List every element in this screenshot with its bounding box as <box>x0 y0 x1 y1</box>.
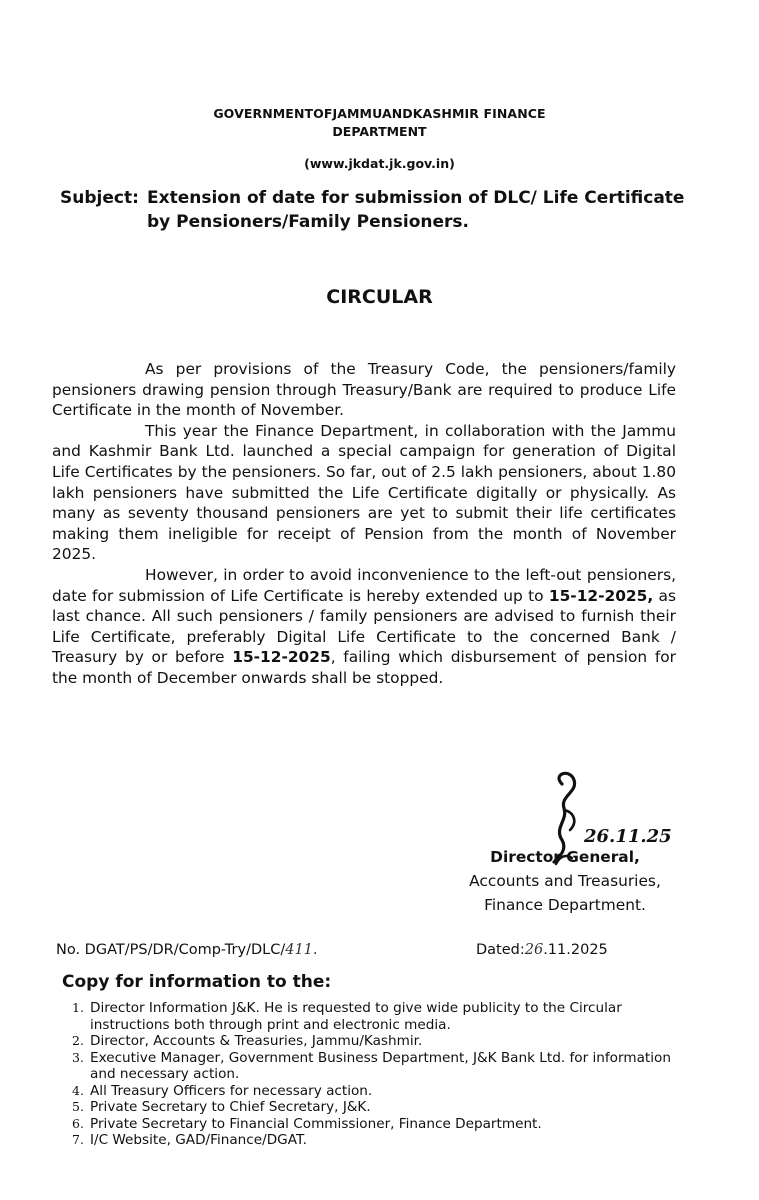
paragraph-3-part-a: However, in order to avoid inconvenience to the left-out pensioners, date for submission of Life Certificate is hereby extended up to <box>52 565 676 605</box>
list-item-number: 6. <box>72 1115 84 1131</box>
list-item <box>72 1050 682 1083</box>
list-item-number: 4. <box>72 1082 84 1098</box>
subject-line1: Extension of date for submission of DLC/ Life Certificate <box>147 188 685 208</box>
dated-label: Dated: <box>476 942 525 958</box>
signatory-line2: Accounts and Treasuries, <box>469 872 661 890</box>
paragraph-2: This year the Finance Department, in collaboration with the Jammu and Kashmir Bank Ltd. launched a special campaign for generation of Digital Life Certificates by the pensioners. So far, out of 2.5 lakh pensioners, about 1.80 lakh pensioners have submitted the Life Certificate digitally or physically. As many as seventy thousand pensioners are yet to submit their life certificates making them ineligible for receipt of Pension from the month of November 2025. <box>52 421 676 564</box>
list-item-number: 1. <box>72 1000 84 1015</box>
paragraph-3-part-c: , failing which disbursement of pension for the month of December onwards shall be stopped. <box>52 648 676 687</box>
circular-title: CIRCULAR <box>326 286 433 308</box>
signatory-block <box>440 845 690 917</box>
header-department-line2: DEPARTMENT <box>332 124 427 139</box>
reference-number-handwritten: 411. <box>285 942 318 958</box>
list-item-text: All Treasury Officers for necessary action. <box>90 1082 373 1099</box>
dated-field <box>476 942 608 958</box>
reference-number-prefix: No. DGAT/PS/DR/Comp-Try/DLC/ <box>56 942 286 958</box>
header-department-line1: GOVERNMENTOFJAMMUANDKASHMIR FINANCE <box>213 106 546 121</box>
list-item-text: Executive Manager, Government Business Department, J&K Bank Ltd. for information and necessary action. <box>90 1049 671 1082</box>
list-item <box>72 1033 682 1050</box>
list-item <box>72 1000 682 1033</box>
subject-line2: by Pensioners/Family Pensioners. <box>147 212 469 232</box>
subject-label: Subject: <box>60 188 139 208</box>
header-website: (www.jkdat.jk.gov.in) <box>304 156 455 171</box>
list-item-number: 2. <box>72 1033 84 1048</box>
list-item-number: 5. <box>72 1099 84 1114</box>
list-item-text: Director Information J&K. He is requested to give wide publicity to the Circular instructions both through print and electronic media. <box>90 1000 622 1033</box>
list-item-text: Private Secretary to Financial Commissioner, Finance Department. <box>90 1115 542 1132</box>
copy-list <box>72 1000 682 1149</box>
paragraph-3 <box>52 565 676 689</box>
list-item <box>72 1083 682 1100</box>
list-item <box>72 1116 682 1133</box>
reference-number <box>56 942 318 958</box>
paragraph-3-part-b: as last chance. All such pensioners / family pensioners are advised to furnish their Life Certificate, preferably Digital Life Certificate to the concerned Bank / Treasury by or before <box>52 586 676 667</box>
paragraph-1: As per provisions of the Treasury Code, the pensioners/family pensioners drawing pension through Treasury/Bank are required to produce Life Certificate in the month of November. <box>52 360 676 420</box>
list-item <box>72 1132 682 1149</box>
extended-date-2: 15-12-2025 <box>232 648 331 667</box>
list-item-text: Private Secretary to Chief Secretary, J&K. <box>90 1099 371 1115</box>
circular-body <box>52 359 676 689</box>
list-item-text: Director, Accounts & Treasuries, Jammu/Kashmir. <box>90 1033 423 1049</box>
copy-title: Copy for information to the: <box>62 972 332 992</box>
dated-day-handwritten: 26 <box>524 942 544 958</box>
list-item-text: I/C Website, GAD/Finance/DGAT. <box>90 1132 307 1148</box>
dated-month-year: .11.2025 <box>543 942 608 958</box>
list-item-number: 3. <box>72 1049 84 1065</box>
subject-block <box>60 186 720 234</box>
list-item-number: 7. <box>72 1132 84 1147</box>
signatory-role: Director General, <box>490 848 640 866</box>
signature-date: 26.11.25 <box>584 826 672 847</box>
extended-date-1: 15-12-2025, <box>548 586 654 605</box>
signatory-line3: Finance Department. <box>484 896 646 914</box>
list-item <box>72 1099 682 1116</box>
